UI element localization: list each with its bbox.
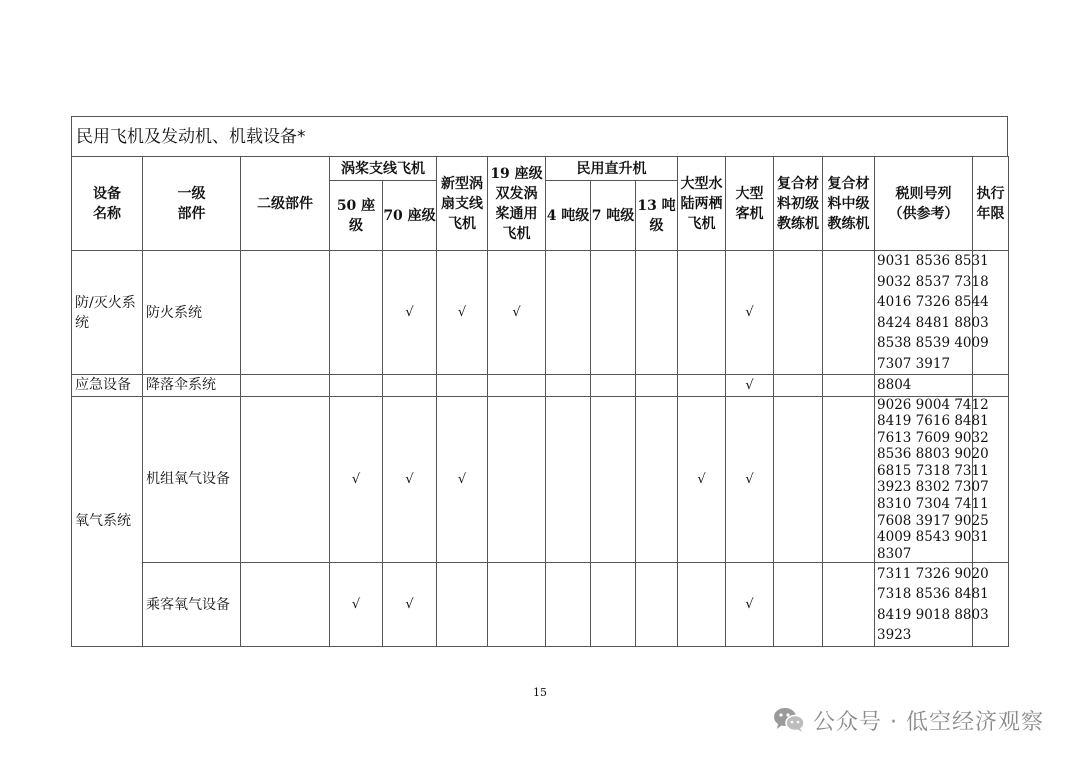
watermark-text: 公众号 · 低空经济观察: [813, 709, 1044, 735]
check-twin-turboprop: [488, 563, 546, 647]
check-composite-primary: [774, 251, 823, 375]
check-ton7: [591, 251, 636, 375]
check-composite-primary: [774, 396, 823, 563]
table-row: [72, 251, 1009, 375]
header-helicopter-group: 民用直升机: [546, 157, 678, 181]
header-composite-intermediate: 复合材 料中级 教练机: [823, 157, 875, 251]
hs-code-cell: 9031 8536 8531 9032 8537 7318 4016 7326 8544 8424 8481 8803 8538 8539 4009 7307 3917: [875, 251, 973, 375]
page-number: 15: [533, 686, 547, 699]
check-twin-turboprop: [488, 375, 546, 397]
check-airliner: √: [726, 375, 774, 397]
check-seat70: √: [383, 563, 437, 647]
hs-code-cell: 9026 9004 7412 8419 7616 8481 7613 7609 9032 8536 8803 9020 6815 7318 7311 3923 8302 7307 8310 7304 7411 7608 3917 9025 4009 8543 9031 8307: [875, 396, 973, 563]
check-new-turbofan: √: [437, 396, 488, 563]
check-composite-primary: [774, 563, 823, 647]
level2-cell: [241, 396, 330, 563]
header-hs-code: 税则号列 （供参考）: [875, 157, 973, 251]
hs-code-cell: 8804: [875, 375, 973, 397]
check-seat70: √: [383, 251, 437, 375]
check-ton4: [546, 251, 591, 375]
check-ton13: [636, 563, 678, 647]
check-ton7: [591, 375, 636, 397]
part-cell: 防火系统: [143, 251, 241, 375]
header-seat50: 50 座级: [330, 181, 383, 251]
header-ton13: 13 吨 级: [636, 181, 678, 251]
header-device-name: 设备 名称: [72, 157, 143, 251]
hs-code-cell: 7311 7326 9020 7318 8536 8481 8419 9018 8803 3923: [875, 563, 973, 647]
device-name-cell: 防/灭火系统: [72, 251, 143, 375]
header-row-1: [72, 157, 1009, 181]
check-airliner: √: [726, 563, 774, 647]
table-row: [72, 563, 1009, 647]
level2-cell: [241, 563, 330, 647]
header-period: 执行 年限: [973, 157, 1009, 251]
header-twin-turboprop: 19 座级 双发涡 桨通用 飞机: [488, 157, 546, 251]
check-seat50: [330, 375, 383, 397]
header-composite-primary: 复合材 料初级 教练机: [774, 157, 823, 251]
device-name-cell: 氧气系统: [72, 396, 143, 647]
table-row: [72, 375, 1009, 397]
check-ton13: [636, 251, 678, 375]
check-composite-intermediate: [823, 563, 875, 647]
check-composite-intermediate: [823, 251, 875, 375]
check-ton4: [546, 396, 591, 563]
header-seat70: 70 座级: [383, 181, 437, 251]
section-title: 民用飞机及发动机、机载设备*: [71, 116, 1008, 156]
part-cell: 乘客氧气设备: [143, 563, 241, 647]
check-amphibian: [678, 563, 726, 647]
header-turboprop-group: 涡桨支线飞机: [330, 157, 437, 181]
check-ton7: [591, 396, 636, 563]
check-ton13: [636, 375, 678, 397]
period-cell: [973, 375, 1009, 397]
period-cell: [973, 251, 1009, 375]
level2-cell: [241, 375, 330, 397]
header-level2-part: 二级部件: [241, 157, 330, 251]
check-twin-turboprop: √: [488, 251, 546, 375]
check-airliner: √: [726, 396, 774, 563]
header-amphibian: 大型水 陆两栖 飞机: [678, 157, 726, 251]
check-composite-intermediate: [823, 375, 875, 397]
header-ton7: 7 吨级: [591, 181, 636, 251]
check-amphibian: √: [678, 396, 726, 563]
check-twin-turboprop: [488, 396, 546, 563]
check-seat50: √: [330, 396, 383, 563]
check-seat70: [383, 375, 437, 397]
check-ton4: [546, 375, 591, 397]
check-seat70: √: [383, 396, 437, 563]
check-seat50: [330, 251, 383, 375]
check-seat50: √: [330, 563, 383, 647]
header-level1-part: 一级 部件: [143, 157, 241, 251]
check-ton7: [591, 563, 636, 647]
part-cell: 机组氧气设备: [143, 396, 241, 563]
watermark: [773, 701, 1044, 739]
check-ton4: [546, 563, 591, 647]
check-new-turbofan: √: [437, 251, 488, 375]
header-new-turbofan: 新型涡 扇支线 飞机: [437, 157, 488, 251]
check-composite-intermediate: [823, 396, 875, 563]
header-airliner: 大型 客机: [726, 157, 774, 251]
wechat-icon: [773, 706, 805, 734]
level2-cell: [241, 251, 330, 375]
check-composite-primary: [774, 375, 823, 397]
equipment-table: [71, 156, 1009, 647]
header-ton4: 4 吨级: [546, 181, 591, 251]
check-new-turbofan: [437, 563, 488, 647]
check-amphibian: [678, 375, 726, 397]
table-row: [72, 396, 1009, 563]
check-airliner: √: [726, 251, 774, 375]
check-amphibian: [678, 251, 726, 375]
check-ton13: [636, 396, 678, 563]
check-new-turbofan: [437, 375, 488, 397]
device-name-cell: 应急设备: [72, 375, 143, 397]
document-sheet: [71, 116, 1008, 647]
part-cell: 降落伞系统: [143, 375, 241, 397]
